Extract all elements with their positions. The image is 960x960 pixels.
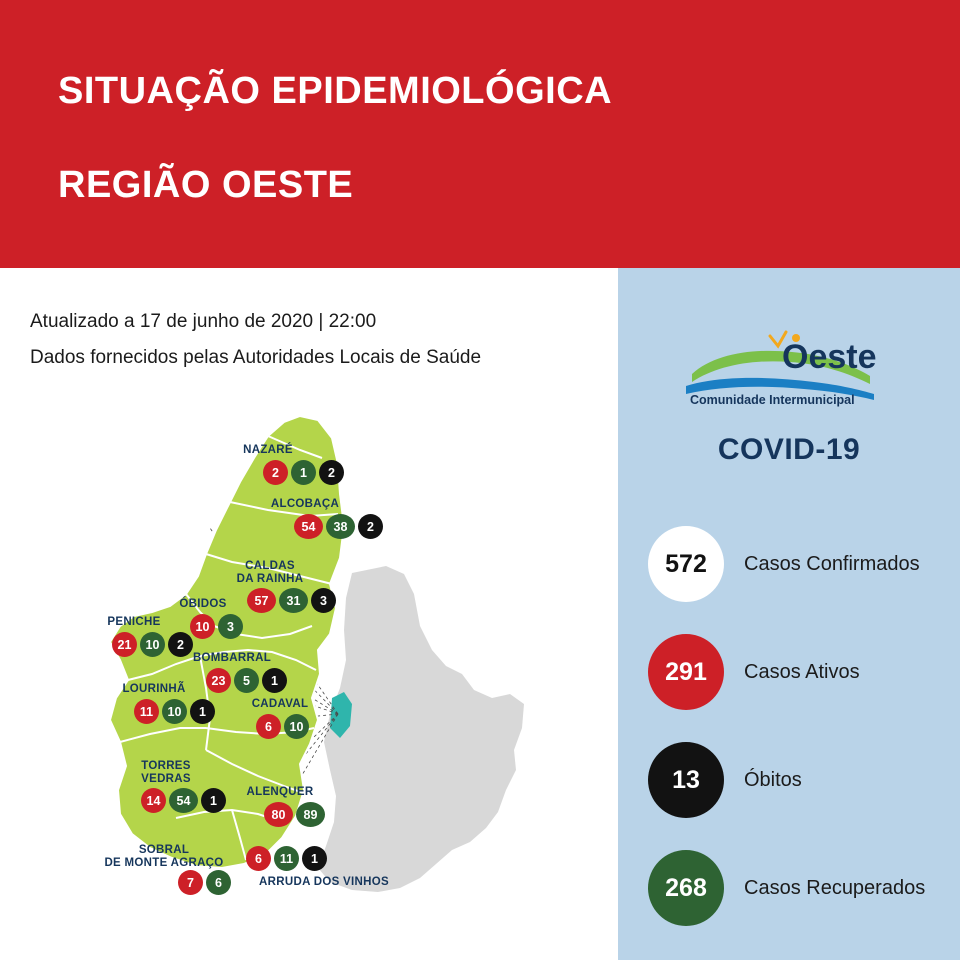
active-count-alenquer: 80 [264, 802, 293, 827]
recovered-count-obidos: 3 [218, 614, 243, 639]
active-count-lourinha: 11 [134, 699, 159, 724]
active-count-cadaval: 6 [256, 714, 281, 739]
deaths-count-torres-vedras: 1 [201, 788, 226, 813]
stat-active-value-bubble [648, 634, 724, 710]
label-peniche: PENICHE [107, 616, 161, 628]
deaths-count-peniche: 2 [168, 632, 193, 657]
stat-deaths-value-bubble [648, 742, 724, 818]
stat-recovered-value: 268 [665, 873, 707, 902]
deaths-count-arruda: 1 [302, 846, 327, 871]
label-nazare: NAZARÉ [243, 444, 293, 456]
recovered-count-arruda: 11 [274, 846, 299, 871]
pills-cadaval [256, 714, 309, 739]
pills-lourinha [134, 699, 215, 724]
stat-confirmed [648, 526, 960, 602]
active-count-nazare: 2 [263, 460, 288, 485]
label-torres-vedras: TORRES VEDRAS [141, 760, 191, 785]
recovered-count-torres-vedras: 54 [169, 788, 198, 813]
active-count-caldas: 57 [247, 588, 276, 613]
pills-alcobaca [294, 514, 383, 539]
pills-nazare [263, 460, 344, 485]
recovered-count-caldas: 31 [279, 588, 308, 613]
label-arruda-dos-vinhos: ARRUDA DOS VINHOS [259, 876, 389, 888]
label-alcobaca: ALCOBAÇA [270, 498, 340, 510]
active-count-peniche: 21 [112, 632, 137, 657]
stat-recovered [648, 850, 960, 926]
active-count-sobral: 7 [178, 870, 203, 895]
header-banner [0, 0, 960, 268]
stat-deaths-value: 13 [672, 765, 700, 794]
active-count-obidos: 10 [190, 614, 215, 639]
stat-deaths [648, 742, 960, 818]
stat-active-value: 291 [665, 657, 707, 686]
active-count-alcobaca: 54 [294, 514, 323, 539]
stat-confirmed-value: 572 [665, 549, 707, 578]
pills-sobral-de-monte-agraco [178, 870, 231, 895]
pills-obidos [190, 614, 243, 639]
stat-deaths-label: Óbitos [744, 768, 802, 791]
stat-recovered-value-bubble [648, 850, 724, 926]
pills-bombarral [206, 668, 287, 693]
deaths-count-lourinha: 1 [190, 699, 215, 724]
recovered-count-cadaval: 10 [284, 714, 309, 739]
active-count-torres-vedras: 14 [141, 788, 166, 813]
recovered-count-sobral: 6 [206, 870, 231, 895]
stat-active [648, 634, 960, 710]
label-sobral-de-monte-agraco: SOBRAL DE MONTE AGRAÇO [104, 844, 224, 869]
label-obidos: ÓBIDOS [179, 598, 227, 610]
covid-heading: COVID-19 [717, 433, 861, 466]
logo-subtitle: Comunidade Intermunicipal [690, 393, 855, 407]
label-alenquer: ALENQUER [246, 786, 314, 798]
deaths-count-nazare: 2 [319, 460, 344, 485]
label-bombarral: BOMBARRAL [192, 652, 272, 664]
deaths-count-bombarral: 1 [262, 668, 287, 693]
logo-wordmark: Oeste [782, 338, 877, 376]
recovered-count-peniche: 10 [140, 632, 165, 657]
recovered-count-alcobaca: 38 [326, 514, 355, 539]
region-map [0, 398, 618, 960]
active-count-arruda: 6 [246, 846, 271, 871]
recovered-count-alenquer: 89 [296, 802, 325, 827]
pills-alenquer [264, 802, 325, 827]
page-subtitle: REGIÃO OESTE [58, 164, 354, 206]
oeste-logo [618, 322, 960, 413]
portugal-silhouette [318, 566, 524, 892]
pills-torres-vedras [141, 788, 226, 813]
label-lourinha: LOURINHÃ [122, 683, 186, 695]
page-title: SITUAÇÃO EPIDEMIOLÓGICA [58, 70, 613, 112]
stat-recovered-label: Casos Recuperados [744, 876, 926, 899]
recovered-count-lourinha: 10 [162, 699, 187, 724]
data-source-note: Dados fornecidos pelas Autoridades Locais de Saúde [30, 347, 482, 368]
stat-confirmed-value-bubble [648, 526, 724, 602]
recovered-count-nazare: 1 [291, 460, 316, 485]
map-panel [0, 268, 618, 960]
updated-timestamp: Atualizado a 17 de junho de 2020 | 22:00 [30, 311, 377, 332]
label-cadaval: CADAVAL [251, 698, 309, 710]
pills-caldas-da-rainha [247, 588, 336, 613]
stats-panel [618, 268, 960, 960]
label-caldas-da-rainha: CALDAS DA RAINHA [236, 560, 304, 585]
active-count-bombarral: 23 [206, 668, 231, 693]
stat-confirmed-label: Casos Confirmados [744, 552, 920, 575]
stat-active-label: Casos Ativos [744, 660, 860, 683]
recovered-count-bombarral: 5 [234, 668, 259, 693]
oeste-logo-graphic [674, 322, 904, 408]
deaths-count-alcobaca: 2 [358, 514, 383, 539]
deaths-count-caldas: 3 [311, 588, 336, 613]
pills-arruda-dos-vinhos [246, 846, 327, 871]
